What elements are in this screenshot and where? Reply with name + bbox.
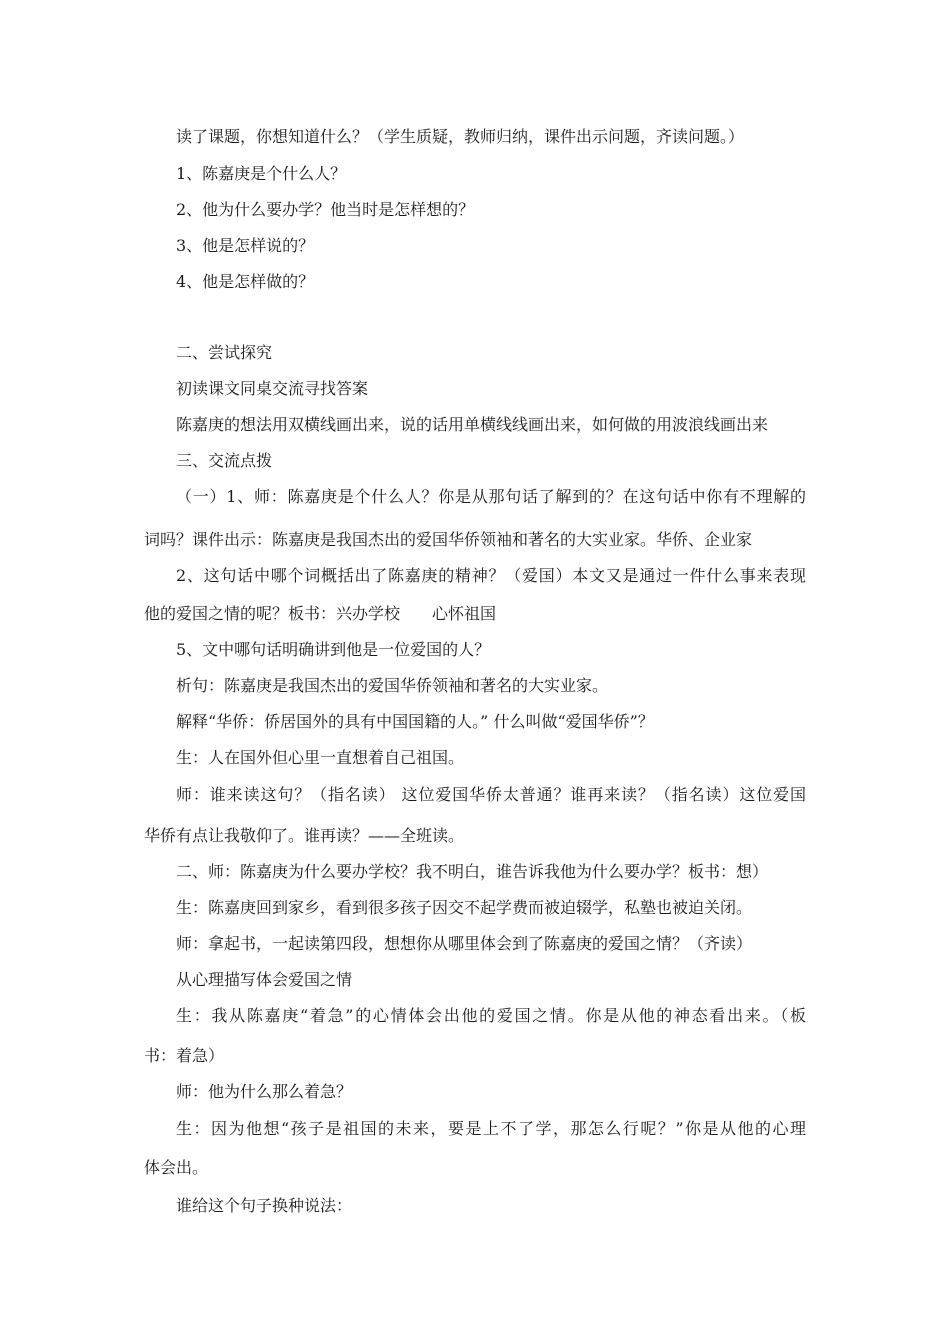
section-heading-2: 二、尝试探究 bbox=[176, 343, 273, 362]
text-line-23: 从心理描写体会爱国之情 bbox=[176, 970, 353, 989]
text-line-28: 体会出。 bbox=[144, 1158, 209, 1177]
text-line-17: 生：人在国外但心里一直想着自己祖国。 bbox=[176, 748, 465, 767]
text-line-25: 书：着急） bbox=[144, 1046, 225, 1065]
text-line-1: 读了课题，你想知道什么？（学生质疑，教师归纳，课件出示问题，齐读问题。） bbox=[176, 127, 745, 146]
text-line-11: 词吗？课件出示：陈嘉庚是我国杰出的爱国华侨领袖和著名的大实业家。华侨、企业家 bbox=[144, 530, 753, 549]
text-line-24: 生：我从陈嘉庚“着急”的心情体会出他的爱国之情。你是从他的神态看出来。（板 bbox=[176, 1006, 806, 1025]
text-line-8: 陈嘉庚的想法用双横线画出来，说的话用单横线线画出来，如何做的用波浪线画出来 bbox=[176, 415, 769, 434]
question-3: 3、他是怎样说的？ bbox=[176, 236, 315, 255]
text-line-18: 师：谁来读这句？（指名读） 这位爱国华侨太普通？谁再来读？（指名读）这位爱国 bbox=[176, 785, 806, 804]
question-4: 4、他是怎样做的？ bbox=[176, 272, 315, 291]
text-line-21: 生：陈嘉庚回到家乡，看到很多孩子因交不起学费而被迫辍学，私塾也被迫关闭。 bbox=[176, 898, 753, 917]
text-line-15: 析句：陈嘉庚是我国杰出的爱国华侨领袖和著名的大实业家。 bbox=[176, 676, 609, 695]
text-line-26: 师：他为什么那么着急？ bbox=[176, 1082, 353, 1101]
text-line-7: 初读课文同桌交流寻找答案 bbox=[176, 379, 369, 398]
text-line-10: （一）1、师：陈嘉庚是个什么人？你是从那句话了解到的？在这句话中你有不理解的 bbox=[176, 487, 806, 506]
text-line-13: 他的爱国之情的呢？板书：兴办学校 心怀祖国 bbox=[144, 604, 497, 623]
section-heading-3: 三、交流点拨 bbox=[176, 451, 273, 470]
text-line-22: 师：拿起书，一起读第四段，想想你从哪里体会到了陈嘉庚的爱国之情？（齐读） bbox=[176, 934, 753, 953]
question-2: 2、他为什么要办学？他当时是怎样想的？ bbox=[176, 200, 475, 219]
text-line-12: 2、这句话中哪个词概括出了陈嘉庚的精神？（爱国）本文又是通过一件什么事来表现 bbox=[176, 566, 806, 585]
text-line-29: 谁给这个句子换种说法： bbox=[176, 1196, 353, 1215]
text-line-14: 5、文中哪句话明确讲到他是一位爱国的人？ bbox=[176, 640, 491, 659]
text-line-20: 二、师：陈嘉庚为什么要办学校？我不明白，谁告诉我他为什么要办学？板书：想） bbox=[176, 862, 769, 881]
text-line-19: 华侨有点让我敬仰了。谁再读？——全班读。 bbox=[144, 826, 465, 845]
question-1: 1、陈嘉庚是个什么人？ bbox=[176, 164, 347, 183]
text-line-27: 生：因为他想“孩子是祖国的未来，要是上不了学，那怎么行呢？”你是从他的心理 bbox=[176, 1119, 806, 1138]
text-line-16: 解释“华侨：侨居国外的具有中国国籍的人。” 什么叫做“爱国华侨”？ bbox=[176, 712, 654, 731]
